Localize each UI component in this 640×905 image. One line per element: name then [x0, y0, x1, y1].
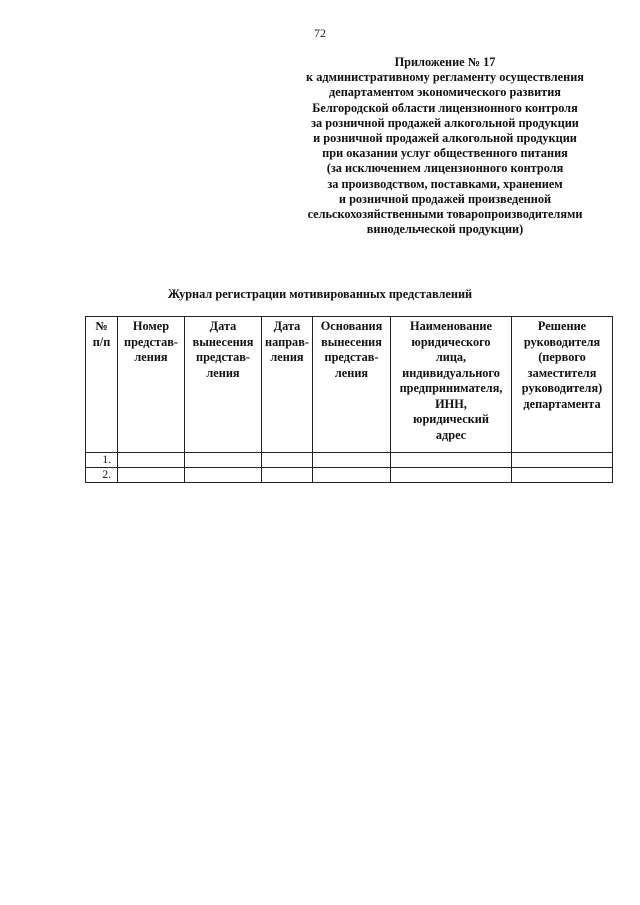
row-number-cell: 1.	[86, 453, 118, 468]
table-cell	[262, 453, 313, 468]
table-cell	[118, 453, 185, 468]
header-grounds: Основания вынесения представ- ления	[313, 317, 391, 453]
registration-table	[85, 316, 613, 483]
header-sending-date: Дата направ- ления	[262, 317, 313, 453]
table-cell	[313, 453, 391, 468]
table-cell	[313, 468, 391, 483]
appendix-line: за розничной продажей алкогольной продукции	[311, 115, 579, 130]
appendix-line: при оказании услуг общественного питания	[322, 146, 568, 161]
table-cell	[262, 468, 313, 483]
journal-title: Журнал регистрации мотивированных представлений	[167, 287, 473, 301]
appendix-line: сельскохозяйственными товаропроизводителями	[307, 207, 583, 222]
header-entity-name: Наименование юридического лица, индивидуального предпринимателя, ИНН, юридический адрес	[391, 317, 512, 453]
appendix-line: департаментом экономического развития	[329, 85, 561, 100]
appendix-line: и розничной продажей произведенной	[338, 191, 552, 206]
appendix-line: и розничной продажей алкогольной продукции	[313, 131, 577, 146]
table-cell	[118, 468, 185, 483]
appendix-line: Белгородской области лицензионного контроля	[312, 100, 578, 115]
table-cell	[391, 453, 512, 468]
table-cell	[185, 468, 262, 483]
appendix-line: к административному регламенту осуществления	[306, 70, 584, 85]
table-cell	[391, 468, 512, 483]
page-number: 72	[314, 26, 326, 40]
table-row	[86, 468, 613, 483]
table-cell	[185, 453, 262, 468]
appendix-line: Приложение № 17	[394, 55, 496, 69]
table-header-row	[86, 317, 613, 453]
header-issue-date: Дата вынесения представ- ления	[185, 317, 262, 453]
header-submission-number: Номер представ- ления	[118, 317, 185, 453]
table-cell	[512, 453, 613, 468]
appendix-line: винодельческой продукции)	[366, 222, 524, 237]
row-number-cell: 2.	[86, 468, 118, 483]
appendix-line: (за исключением лицензионного контроля	[326, 161, 564, 176]
appendix-heading	[270, 55, 620, 237]
table-cell	[512, 468, 613, 483]
header-decision: Решение руководителя (первого заместителя руководителя) департамента	[512, 317, 613, 453]
header-number: № п/п	[86, 317, 118, 453]
appendix-line: за производством, поставками, хранением	[327, 176, 563, 191]
table-row	[86, 453, 613, 468]
